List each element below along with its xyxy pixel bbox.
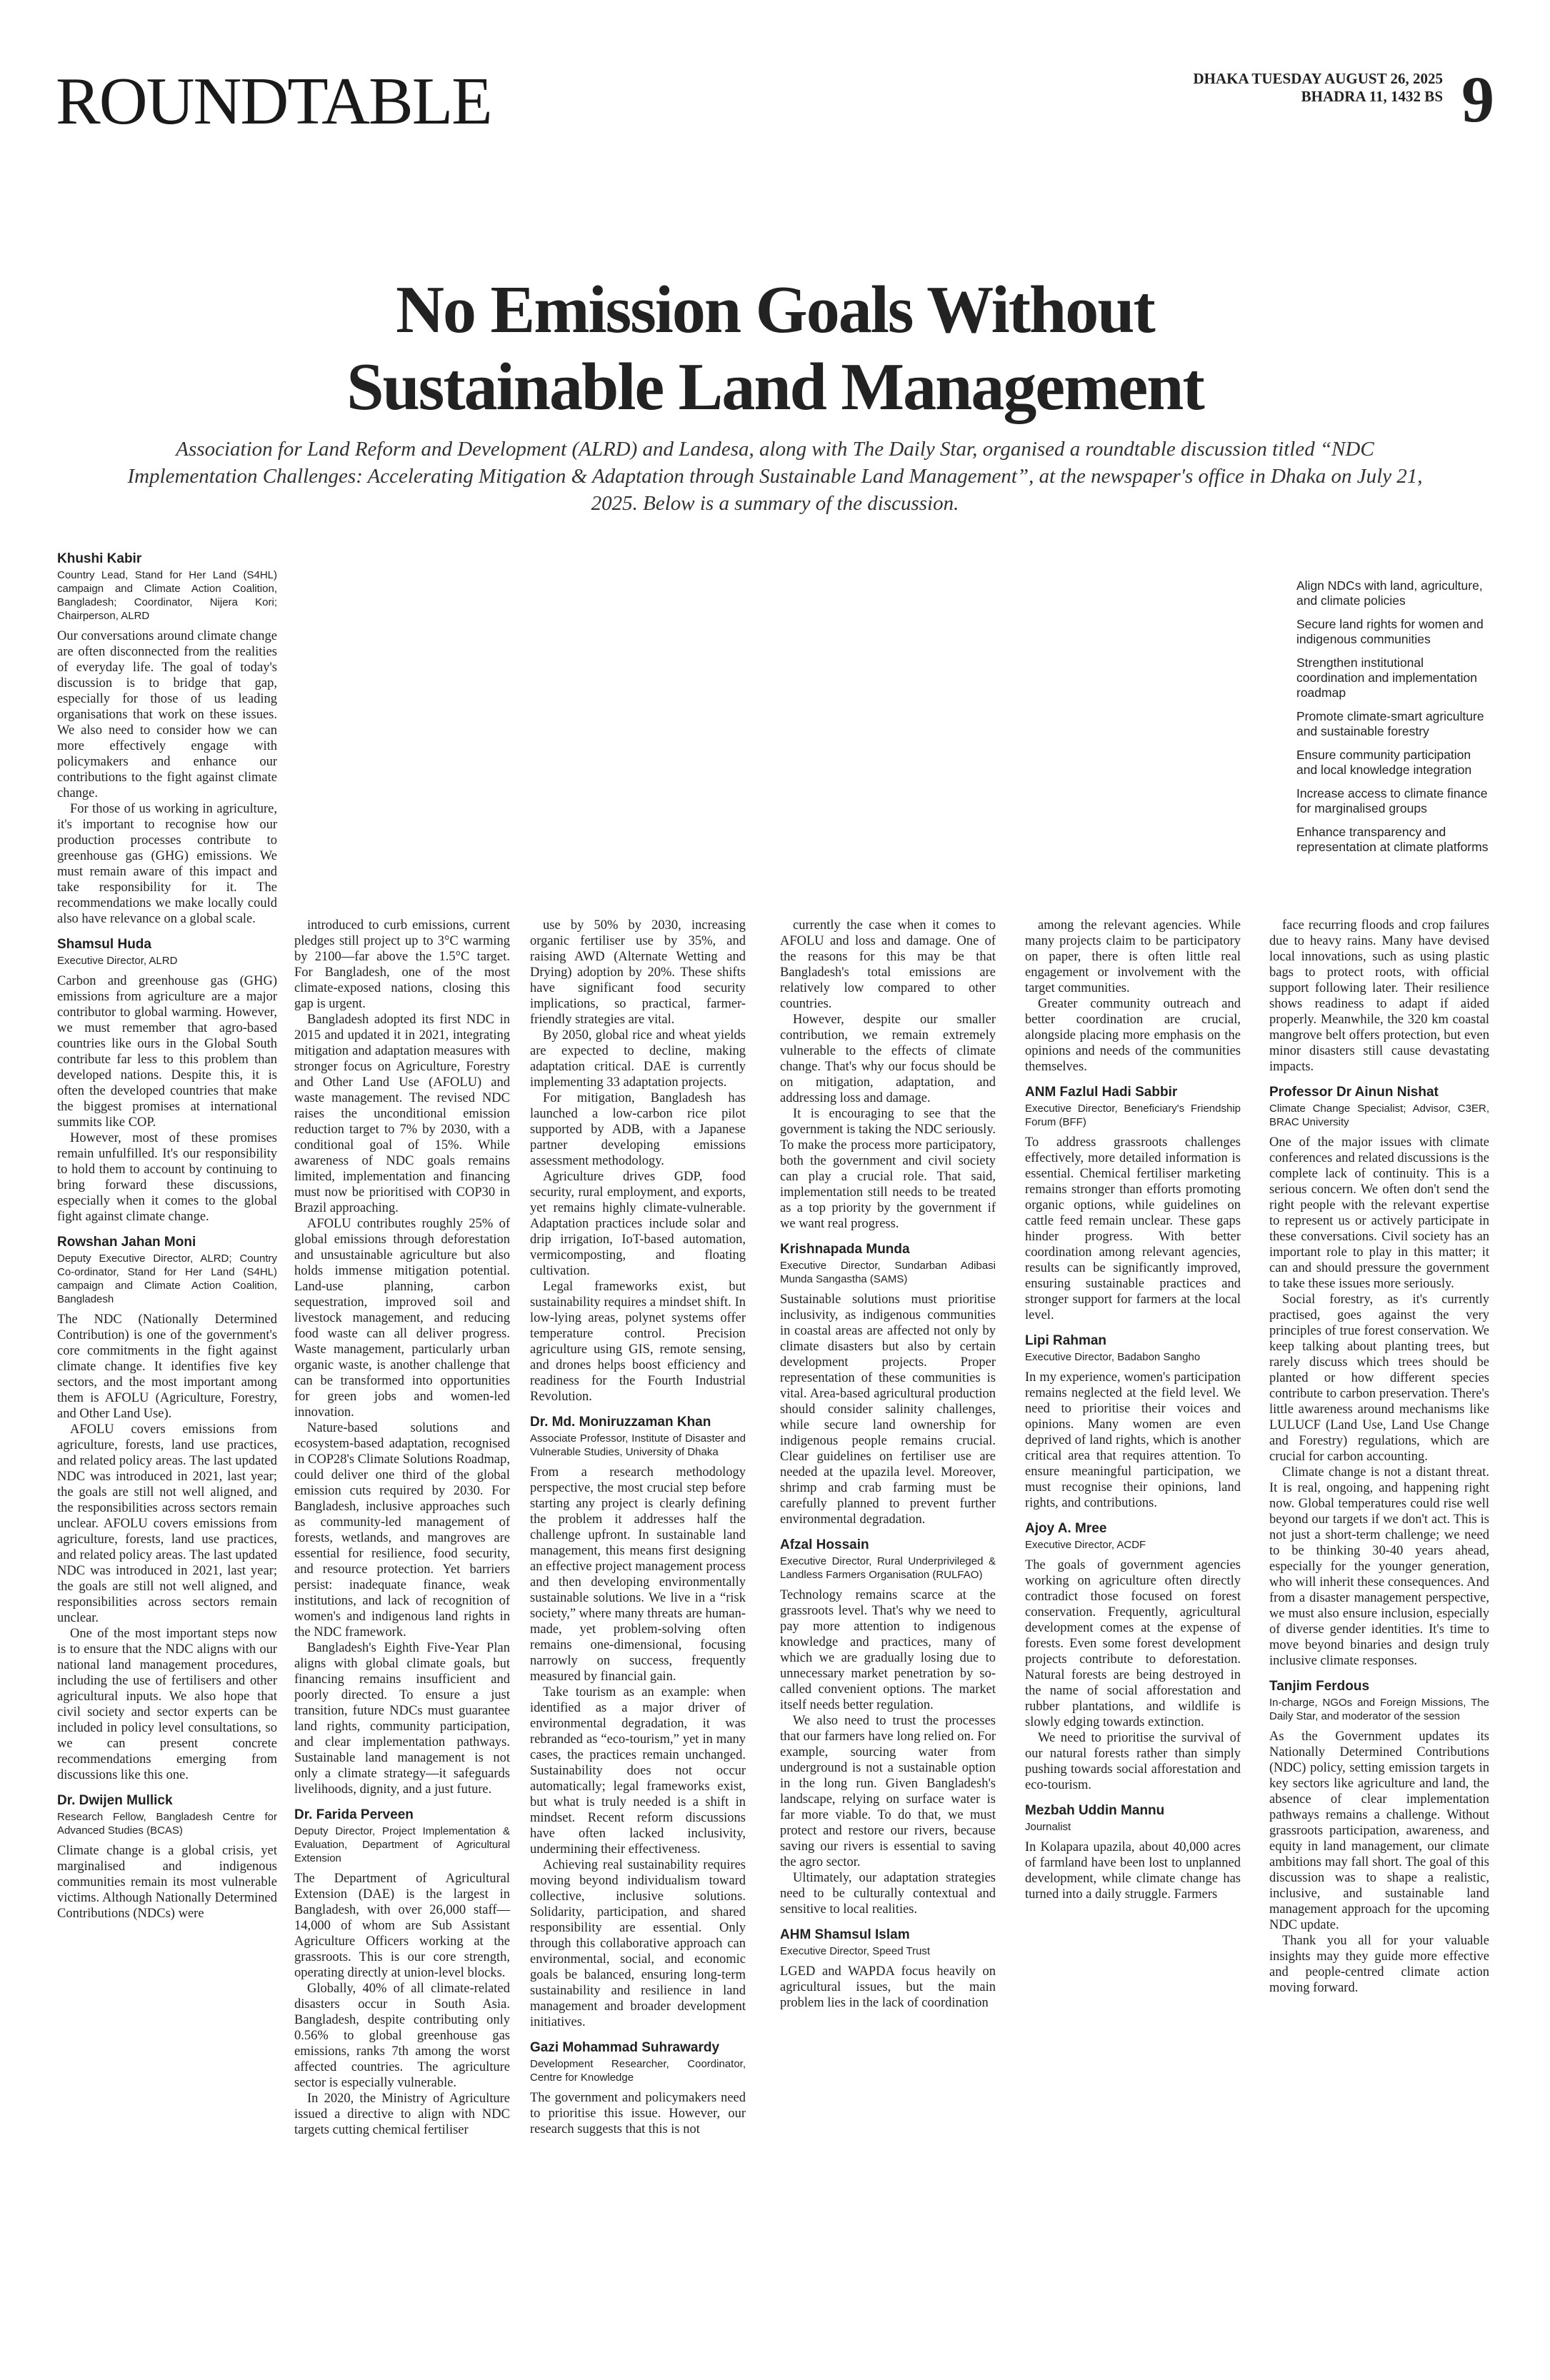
speaker-name: Dr. Dwijen Mullick: [57, 1793, 173, 1808]
speaker-byline: [1269, 1085, 1489, 1129]
article-intro: Association for Land Reform and Development (ALRD) and Landesa, along with The Daily Star, organised a roundtable discussion titled “NDC Implementation Challenges: Accelerating Mitigation & Adaptation through Sustainable Land Management”, at the newspaper's office in Dhaka on July 21, 2025. Below is a summary of the discussion.: [127, 438, 1423, 515]
body-paragraph: Ultimately, our adaptation strategies need to be culturally contextual and sensitive to local realities.: [780, 1871, 996, 1917]
dateline: [1193, 70, 1443, 106]
page-number: 9: [1461, 63, 1494, 136]
speaker-role: Deputy Executive Director, ALRD; Country Co-ordinator, Stand for Her Land (S4HL) campaign and Climate Action Coalition, Bangladesh: [57, 1252, 277, 1305]
speaker-byline: [1025, 1085, 1241, 1129]
column-1: [57, 541, 277, 1922]
speaker-name: Professor Dr Ainun Nishat: [1269, 1085, 1439, 1100]
body-paragraph: The goals of government agencies working on agriculture often directly contradict those focused on forest conservation. Frequently, agricultural development comes at the expense of forests. Even some forest development projects contribute to deforestation. Natural forests are being destroyed in the name of social afforestation and rubber plantations, and wildlife is slowly edging towards extinction.: [1025, 1558, 1241, 1729]
speaker-byline: [780, 1537, 996, 1582]
recommendation-item: Ensure community participation and local knowledge integration: [1296, 748, 1472, 777]
body-paragraph: Globally, 40% of all climate-related disasters occur in South Asia. Bangladesh, despite contributing only 0.56% to global greenhouse gas emissions, ranks 7th among the worst affected countries. The agriculture sector is especially vulnerable.: [294, 1982, 510, 2090]
speaker-name: Gazi Mohammad Suhrawardy: [530, 2040, 720, 2055]
body-paragraph: Sustainable solutions must prioritise inclusivity, as indigenous communities in coastal areas are affected not only by climate disasters but also by certain development projects. Proper representation of these communities is vital. Area-based agricultural production should consider salinity challenges, while secure land ownership for indigenous people remains crucial. Clear guidelines on fertiliser use are needed at the upazila level. Moreover, shrimp and crab farming must be carefully planned to prevent further environmental degradation.: [780, 1292, 996, 1527]
headline: [129, 271, 1421, 426]
speaker-role: Development Researcher, Coordinator, Centre for Knowledge: [530, 2058, 746, 2084]
speaker-byline: [1269, 1679, 1489, 1723]
body-paragraph: Bangladesh's Eighth Five-Year Plan aligns with global climate goals, but financing remains insufficient and poorly directed. To ensure a just transition, future NDCs must guarantee land rights, community participation, and clear implementation pathways. Sustainable land management is not only a climate strategy—it safeguards livelihoods, dignity, and a just future.: [294, 1641, 510, 1797]
body-paragraph: Greater community outreach and better coordination are crucial, alongside placing more emphasis on the opinions and needs of the communities themselves.: [1025, 997, 1241, 1074]
column-3: [530, 918, 746, 2137]
body-paragraph: It is encouraging to see that the government is taking the NDC seriously. To make the process more participatory, both the government and civil society can play a crucial role. That said, implementation still needs to be treated as a top priority by the government if we want real progress.: [780, 1107, 996, 1231]
speaker-name: Ajoy A. Mree: [1025, 1521, 1107, 1536]
speaker-name: Tanjim Ferdous: [1269, 1679, 1370, 1694]
speaker-role: Executive Director, ALRD: [57, 955, 178, 967]
speaker-role: Executive Director, Sundarban Adibasi Munda Sangastha (SAMS): [780, 1260, 996, 1285]
speaker-name: ANM Fazlul Hadi Sabbir: [1025, 1085, 1178, 1100]
body-paragraph: By 2050, global rice and wheat yields are expected to decline, making adaptation critical. DAE is currently implementing 33 adaptation projects.: [530, 1028, 746, 1090]
section-title: ROUNDTABLE: [56, 64, 491, 139]
column-4: [780, 918, 996, 2011]
column-5: [1025, 918, 1241, 1902]
body-paragraph: Legal frameworks exist, but sustainability requires a mindset shift. In low-lying areas, polynet systems offer temperature control. Precision agriculture using GIS, remote sensing, and drones helps boost efficiency and readiness for the Fourth Industrial Revolution.: [530, 1280, 746, 1404]
column-6: [1269, 918, 1489, 1996]
body-paragraph: However, most of these promises remain unfulfilled. It's our responsibility to hold them to account by continuing to bring forward these discussions, especially when it comes to the global fight against climate change.: [57, 1131, 277, 1224]
speaker-byline: [530, 1415, 746, 1459]
body-paragraph: For those of us working in agriculture, it's important to recognise how our production processes contribute to greenhouse gas (GHG) emissions. We must remain aware of this impact and take responsibility for it. The recommendations we make locally could also have relevance on a global scale.: [57, 802, 277, 926]
recommendation-item: Align NDCs with land, agriculture, and climate policies: [1296, 578, 1483, 608]
body-paragraph: introduced to curb emissions, current pledges still project up to 3°C warming by 2100—far above the 1.5°C target. For Bangladesh, one of the most climate-exposed nations, closing this gap is urgent.: [294, 918, 510, 1011]
recommendation-item: Secure land rights for women and indigenous communities: [1296, 617, 1484, 646]
speaker-role: Executive Director, Speed Trust: [780, 1945, 931, 1957]
body-paragraph: The NDC (Nationally Determined Contribution) is one of the government's core commitments in the fight against climate change. It identifies five key sectors, and the most important among them is AFOLU (Agriculture, Forestry, and Other Land Use).: [57, 1312, 277, 1421]
body-paragraph: Achieving real sustainability requires moving beyond individualism toward collective, inclusive solutions. Solidarity, participation, and shared responsibility are essential. Only through this collaborative approach can environmental, social, and economic goals be balanced, ensuring long-term sustainability and resilience in land management and broader development initiatives.: [530, 1858, 746, 2029]
speaker-role: Deputy Director, Project Implementation & Evaluation, Department of Agricultural Extension: [294, 1825, 510, 1864]
speaker-role: Executive Director, Badabon Sangho: [1025, 1351, 1201, 1363]
body-paragraph: The Department of Agricultural Extension (DAE) is the largest in Bangladesh, with over 26,000 staff—14,000 of whom are Sub Assistant Agriculture Officers working at the grassroots. This is our core strength, operating directly at union-level blocks.: [294, 1872, 510, 1980]
body-paragraph: Climate change is not a distant threat. It is real, ongoing, and happening right now. Global temperatures could rise well beyond our targets if we don't act. This is not just a short-term challenge; we need to be thinking 30-40 years ahead, especially for the younger generation, who will inherit these consequences. And from a disaster management perspective, we must also ensure inclusion, especially of diverse gender identities. It's time to move beyond binaries and design truly inclusive climate responses.: [1269, 1465, 1489, 1668]
body-paragraph: However, despite our smaller contribution, we remain extremely vulnerable to the effects of climate change. That's why our focus should be on mitigation, adaptation, and addressing loss and damage.: [780, 1013, 996, 1105]
body-paragraph: Technology remains scarce at the grassroots level. That's why we need to pay more attention to indigenous knowledge and practices, many of which we are gradually losing due to unnecessary market penetration by so-called convenient options. The market itself needs better regulation.: [780, 1588, 996, 1712]
speaker-role: Research Fellow, Bangladesh Centre for Advanced Studies (BCAS): [57, 1811, 277, 1837]
body-paragraph: Bangladesh adopted its first NDC in 2015 and updated it in 2021, integrating mitigation and adaptation measures with stronger focus on Agriculture, Forestry and Other Land Use (AFOLU) and waste management. The revised NDC raises the unconditional emission reduction target to 7% by 2030, with a conditional goal of 15%. While awareness of NDC goals remains limited, implementation and financing must now be prioritised with COP30 in Brazil approaching.: [294, 1013, 510, 1215]
speaker-name: Shamsul Huda: [57, 937, 151, 952]
speaker-name: Khushi Kabir: [57, 551, 142, 566]
headline-line-1: No Emission Goals Without: [396, 273, 1154, 347]
body-paragraph: Climate change is a global crisis, yet marginalised and indigenous communities remain its most vulnerable victims. Although Nationally Determined Contributions (NDCs) were: [57, 1844, 277, 1921]
speaker-role: Executive Director, Beneficiary's Friendship Forum (BFF): [1025, 1103, 1241, 1128]
date-gregorian: DHAKA TUESDAY AUGUST 26, 2025: [1193, 70, 1443, 87]
speaker-role: Climate Change Specialist; Advisor, C3ER, BRAC University: [1269, 1103, 1489, 1128]
body-paragraph: In my experience, women's participation remains neglected at the field level. We need to prioritise their voices and opinions. Many women are even deprived of land rights, which is another critical area that requires attention. To ensure meaningful participation, we must recognise their opinions, land rights, and contributions.: [1025, 1370, 1241, 1510]
speaker-byline: [530, 2040, 746, 2084]
speaker-byline: [294, 1807, 510, 1865]
speaker-name: Mezbah Uddin Mannu: [1025, 1803, 1165, 1818]
speaker-name: Krishnapada Munda: [780, 1242, 910, 1257]
body-paragraph: As the Government updates its Nationally Determined Contributions (NDC) policy, setting emission targets in key sectors like agriculture and land, the absence of clear implementation pathways remains a challenge. Without grassroots participation, awareness, and equity in land management, our climate ambitions may fall short. The goal of this discussion was to shape a realistic, inclusive, and sustainable land management approach for the upcoming NDC update.: [1269, 1729, 1489, 1932]
body-paragraph: From a research methodology perspective, the most crucial step before starting any project is clearly defining the problem it addresses half the challenge upfront. In sustainable land management, this means first designing an effective project management process and then developing environmentally sustainable solutions. We live in a “risk society,” where many threats are human-made, yet problem-solving often remains one-dimensional, focusing narrowly on success, frequently measured by financial gain.: [530, 1465, 746, 1684]
body-paragraph: Nature-based solutions and ecosystem-based adaptation, recognised in COP28's Climate Solutions Roadmap, could deliver one third of the global emission cuts required by 2030. For Bangladesh, inclusive approaches such as community-led management of forests, wetlands, and mangroves are essential for resilience, food security, and resource protection. Yet barriers persist: inadequate finance, weak institutions, and lack of recognition of women's and indigenous land rights in the NDC framework.: [294, 1421, 510, 1640]
speaker-byline: [57, 551, 277, 623]
speaker-role: Executive Director, ACDF: [1025, 1539, 1146, 1551]
speaker-name: Dr. Farida Perveen: [294, 1807, 414, 1822]
speaker-byline: [1025, 1803, 1241, 1834]
body-paragraph: We also need to trust the processes that our farmers have long relied on. For example, sourcing water from underground is not a sustainable option in the long run. Given Bangladesh's landscape, relying on surface water is far more viable. To do that, we must protect and restore our rivers, because saving our rivers is essential to saving the agro sector.: [780, 1714, 996, 1869]
body-paragraph: Thank you all for your valuable insights may they guide more effective and people-centred climate action moving forward.: [1269, 1934, 1489, 1995]
speaker-role: Associate Professor, Institute of Disaster and Vulnerable Studies, University of Dhaka: [530, 1432, 746, 1458]
body-paragraph: The government and policymakers need to prioritise this issue. However, our research suggests that this is not: [530, 2091, 746, 2137]
body-paragraph: currently the case when it comes to AFOLU and loss and damage. One of the reasons for this may be that Bangladesh's total emissions are relatively low compared to other countries.: [780, 918, 996, 1011]
recommendation-item: Increase access to climate finance for marginalised groups: [1296, 786, 1488, 815]
body-paragraph: For mitigation, Bangladesh has launched a low-carbon rice pilot supported by ADB, with a Japanese partner developing emissions assessment methodology.: [530, 1091, 746, 1168]
speaker-role: In-charge, NGOs and Foreign Missions, The Daily Star, and moderator of the session: [1269, 1697, 1489, 1722]
speaker-name: Dr. Md. Moniruzzaman Khan: [530, 1415, 711, 1430]
speaker-byline: [57, 937, 277, 968]
body-paragraph: use by 50% by 2030, increasing organic fertiliser use by 35%, and raising AWD (Alternate Wetting and Drying) adoption by 20%. These shifts have significant food security implications, so practical, farmer-friendly strategies are vital.: [530, 918, 746, 1027]
body-paragraph: Agriculture drives GDP, food security, rural employment, and exports, yet remains highly climate-vulnerable. Adaptation practices include solar and drip irrigation, IoT-based automation, vermicomposting, and floating cultivation.: [530, 1170, 746, 1278]
speaker-name: AHM Shamsul Islam: [780, 1927, 910, 1942]
body-paragraph: among the relevant agencies. While many projects claim to be participatory on paper, there is often little real engagement or involvement with the target communities.: [1025, 918, 1241, 995]
recommendation-item: Strengthen institutional coordination and implementation roadmap: [1296, 656, 1477, 700]
speaker-role: Executive Director, Rural Underprivileged & Landless Farmers Organisation (RULFAO): [780, 1555, 996, 1581]
speaker-byline: [780, 1927, 996, 1958]
body-paragraph: Take tourism as an example: when identified as a major driver of environmental degradation, it was rebranded as “eco-tourism,” yet in many cases, the practices remain unchanged. Sustainability does not occur automatically; legal frameworks exist, but what is truly needed is a shift in mindset. Recent reform discussions have often lacked inclusivity, undermining their effectiveness.: [530, 1685, 746, 1857]
body-paragraph: Carbon and greenhouse gas (GHG) emissions from agriculture are a major contributor to global warming. However, we must remember that agro-based countries like ours in the Global South contribute far less to this problem than developed nations. Despite this, it is often the developed countries that make the biggest promises at international summits like COP.: [57, 974, 277, 1130]
speaker-byline: [57, 1793, 277, 1837]
body-paragraph: AFOLU contributes roughly 25% of global emissions through deforestation and unsustainable agriculture but also holds immense mitigation potential. Land-use planning, carbon sequestration, improved soil and livestock management, and reducing food waste can all deliver progress. Waste management, particularly urban organic waste, is another challenge that can be transformed into opportunities for green jobs and women-led innovation.: [294, 1217, 510, 1420]
speaker-role: Country Lead, Stand for Her Land (S4HL) campaign and Climate Action Coalition, Bangladesh; Coordinator, Nijera Kori; Chairperson, ALRD: [57, 569, 277, 622]
body-paragraph: Our conversations around climate change are often disconnected from the realities of everyday life. The goal of today's discussion is to bridge that gap, especially for those of us leading organisations that work on these issues. We also need to consider how we can more effectively engage with policymakers and enhance our contributions to the fight against climate change.: [57, 629, 277, 800]
speaker-name: Rowshan Jahan Moni: [57, 1235, 196, 1250]
speaker-byline: [1025, 1521, 1241, 1552]
body-paragraph: Social forestry, as it's currently practised, goes against the very principles of true forest conservation. We keep talking about planting trees, but rarely discuss which trees should be planted or how different species contribute to carbon preservation. There's little awareness around mechanisms like LULUCF (Land Use, Land Use Change and Forestry) regulations, which are crucial for carbon accounting.: [1269, 1292, 1489, 1464]
speaker-byline: [1025, 1333, 1241, 1364]
body-paragraph: One of the major issues with climate conferences and related discussions is the complete lack of continuity. This is a serious concern. We often don't send the right people with the relevant expertise to represent us or actively participate in these conversations. Civil society has an important role to play in this matter; it can and should pressure the government to take these issues more seriously.: [1269, 1135, 1489, 1291]
speaker-byline: [57, 1235, 277, 1306]
body-paragraph: One of the most important steps now is to ensure that the NDC aligns with our national land management procedures, including the use of fertilisers and other agricultural inputs. We also hope that civil society and sector experts can be included in policy level consultations, so we can present concrete recommendations emerging from discussions like this one.: [57, 1627, 277, 1782]
body-paragraph: In Kolapara upazila, about 40,000 acres of farmland have been lost to unplanned development, while climate change has turned into a daily struggle. Farmers: [1025, 1840, 1241, 1902]
body-paragraph: AFOLU covers emissions from agriculture, forests, land use practices, and related policy areas. The last updated NDC was introduced in 2021, last year; the goals are still not well aligned, and the responsibilities across sectors remain unclear. AFOLU covers emissions from agriculture, forests, land use practices, and related policy areas. The last updated NDC was introduced in 2021, last year; the goals are still not well aligned, and responsibilities across sectors remain unclear.: [57, 1422, 277, 1625]
speaker-role: Journalist: [1025, 1821, 1071, 1833]
recommendation-item: Promote climate-smart agriculture and sustainable forestry: [1296, 709, 1484, 738]
headline-line-2: Sustainable Land Management: [346, 350, 1204, 424]
body-paragraph: LGED and WAPDA focus heavily on agricultural issues, but the main problem lies in the lack of coordination: [780, 1964, 996, 2010]
speaker-name: Afzal Hossain: [780, 1537, 869, 1552]
body-paragraph: We need to prioritise the survival of our natural forests rather than simply pushing towards social afforestation and eco-tourism.: [1025, 1731, 1241, 1792]
body-paragraph: face recurring floods and crop failures due to heavy rains. Many have devised local innovations, such as using plastic bags to protect roots, with official support following later. Their resilience shows readiness to adapt if aided properly. Meanwhile, the 320 km coastal mangrove belt offers protection, but even minor disasters still cause devastating impacts.: [1269, 918, 1489, 1074]
recommendation-item: Enhance transparency and representation at climate platforms: [1296, 825, 1489, 854]
speaker-name: Lipi Rahman: [1025, 1333, 1107, 1348]
recommendations-box: [1296, 578, 1489, 863]
speaker-byline: [780, 1242, 996, 1286]
body-paragraph: To address grassroots challenges effectively, more detailed information is essential. Chemical fertiliser marketing remains stronger than efforts promoting organic options, while guidelines on cattle feed remain unclear. These gaps hinder progress. With better coordination among relevant agencies, results can be significantly improved, ensuring sustainable practices and stronger support for farmers at the local level.: [1025, 1135, 1241, 1322]
column-2: [294, 918, 510, 2138]
body-paragraph: In 2020, the Ministry of Agriculture issued a directive to align with NDC targets cutting chemical fertiliser: [294, 2092, 510, 2137]
date-bangla: BHADRA 11, 1432 BS: [1301, 88, 1443, 105]
